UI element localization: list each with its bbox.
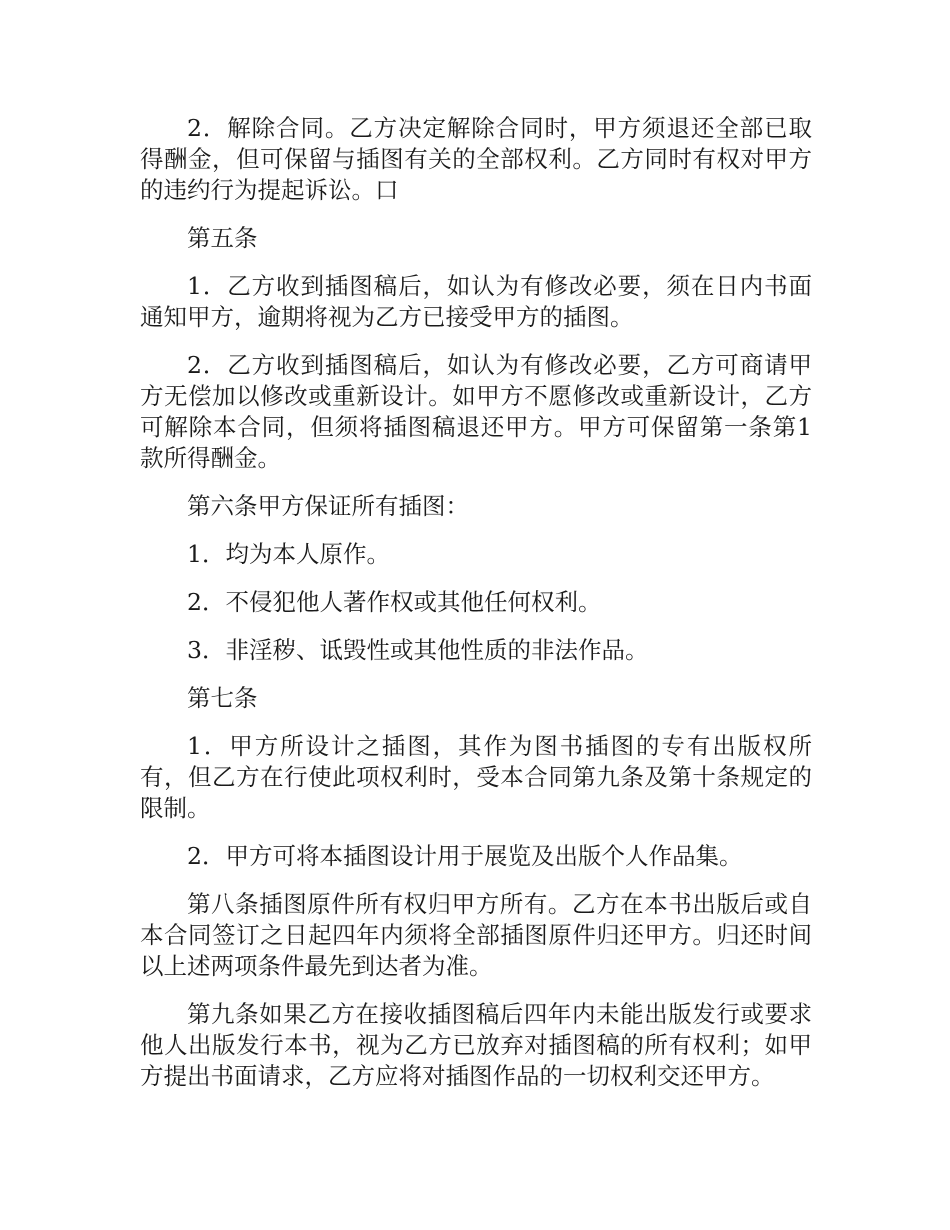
article-5-item-2: 2．乙方收到插图稿后，如认为有修改必要，乙方可商请甲方无偿加以修改或重新设计。如甲方不愿修改或重新设计，乙方可解除本合同，但须将插图稿退还甲方。甲方可保留第一条第1款所得酬金。: [140, 351, 812, 472]
document-page: [140, 113, 812, 1109]
article-7-item-2: 2．甲方可将本插图设计用于展览及出版个人作品集。: [187, 842, 743, 870]
article-5-item-1: 1．乙方收到插图稿后，如认为有修改必要，须在日内书面通知甲方，逾期将视为乙方已接受甲方的插图。: [140, 272, 812, 331]
article-8-paragraph: 第八条插图原件所有权归甲方所有。乙方在本书出版后或自本合同签订之日起四年内须将全部插图原件归还甲方。归还时间以上述两项条件最先到达者为准。: [140, 890, 812, 980]
article-6-item-3: 3．非淫秽、诋毁性或其他性质的非法作品。: [187, 636, 649, 664]
article-6-item-1: 1．均为本人原作。: [187, 540, 390, 568]
article-9-paragraph: 第九条如果乙方在接收插图稿后四年内未能出版发行或要求他人出版发行本书，视为乙方已放弃对插图稿的所有权利；如甲方提出书面请求，乙方应将对插图作品的一切权利交还甲方。: [140, 1000, 812, 1090]
article-7-heading: 第七条: [187, 684, 258, 712]
article-6-item-2: 2．不侵犯他人著作权或其他任何权利。: [187, 588, 602, 616]
article-5-heading: 第五条: [187, 224, 258, 252]
article-7-item-1: 1．甲方所设计之插图，其作为图书插图的专有出版权所有，但乙方在行使此项权利时，受本合同第九条及第十条规定的限制。: [140, 732, 812, 822]
article-6-heading: 第六条甲方保证所有插图：: [187, 492, 469, 520]
paragraph-termination-clause: 2．解除合同。乙方决定解除合同时，甲方须退还全部已取得酬金，但可保留与插图有关的全部权利。乙方同时有权对甲方的违约行为提起诉讼。口: [140, 114, 812, 204]
